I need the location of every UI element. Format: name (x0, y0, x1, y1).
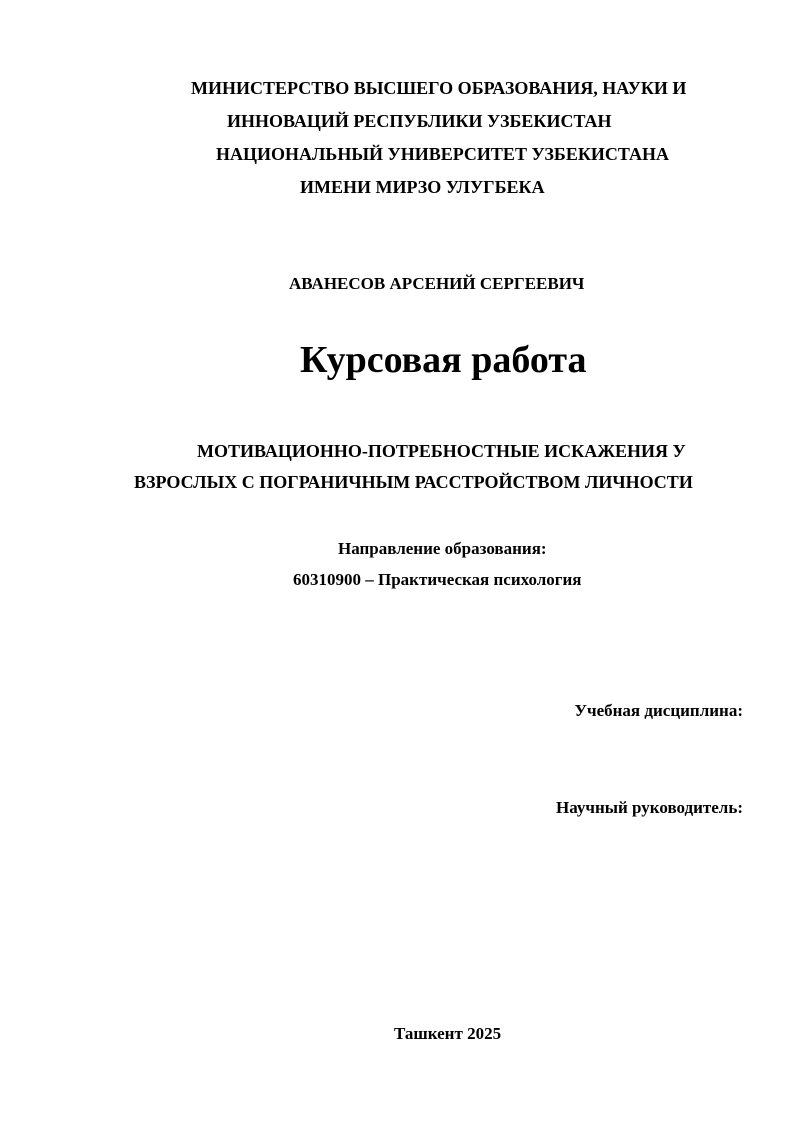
supervisor-label: Научный руководитель: (556, 798, 743, 817)
university-line-2: ИМЕНИ МИРЗО УЛУГБЕКА (300, 177, 545, 197)
university-line-1: НАЦИОНАЛЬНЫЙ УНИВЕРСИТЕТ УЗБЕКИСТАНА (216, 144, 669, 164)
ministry-line-2: ИННОВАЦИЙ РЕСПУБЛИКИ УЗБЕКИСТАН (227, 111, 612, 131)
author-name: АВАНЕСОВ АРСЕНИЙ СЕРГЕЕВИЧ (289, 274, 585, 293)
work-type-title: Курсовая работа (300, 339, 587, 381)
direction-value: 60310900 – Практическая психология (293, 570, 582, 589)
city-year-footer: Ташкент 2025 (394, 1024, 502, 1043)
ministry-line-1: МИНИСТЕРСТВО ВЫСШЕГО ОБРАЗОВАНИЯ, НАУКИ И (191, 78, 687, 98)
topic-line-1: МОТИВАЦИОННО-ПОТРЕБНОСТНЫЕ ИСКАЖЕНИЯ У (197, 441, 686, 461)
discipline-label: Учебная дисциплина: (574, 701, 743, 720)
topic-line-2: ВЗРОСЛЫХ С ПОГРАНИЧНЫМ РАССТРОЙСТВОМ ЛИЧНОСТИ (134, 472, 693, 492)
direction-label: Направление образования: (338, 539, 547, 558)
